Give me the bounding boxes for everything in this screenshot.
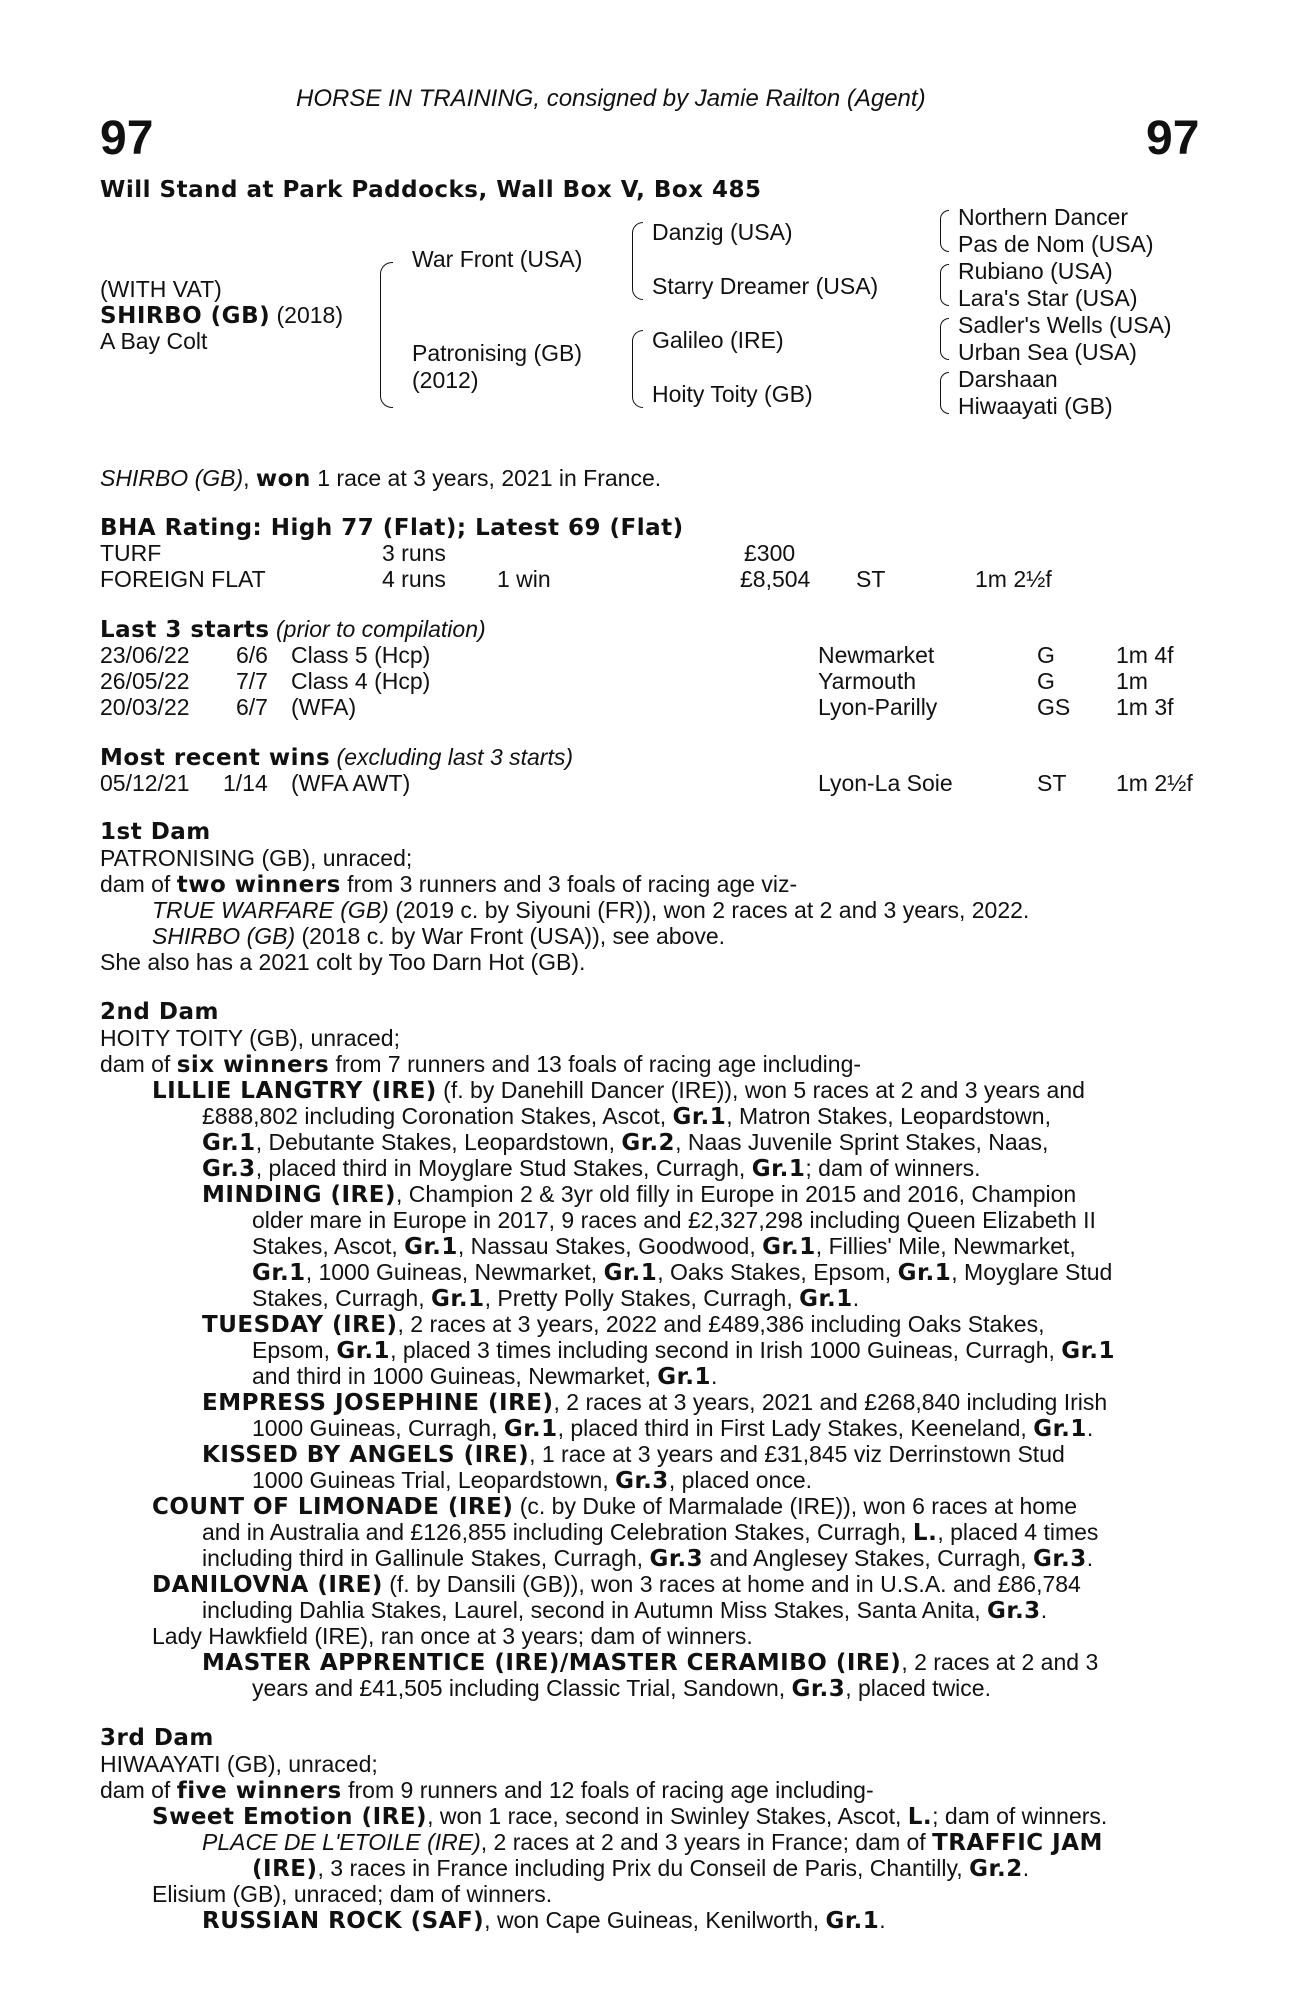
dam1-heading: 1st Dam <box>100 819 211 845</box>
dam2-name: HOITY TOITY (GB), unraced; <box>100 1025 400 1051</box>
text-segment: . <box>879 1907 886 1933</box>
win-course: Lyon-La Soie <box>818 770 953 796</box>
text-segment: Sweet Emotion (IRE) <box>152 1804 428 1830</box>
progeny-detail: (2019 c. by Siyouni (FR)), won 2 races at 2 and 3 years, 2022. <box>388 897 1030 923</box>
pedigree-g3-6: Urban Sea (USA) <box>958 339 1137 365</box>
pedigree-g2-4: Hoity Toity (GB) <box>652 381 813 407</box>
pedigree-g3-1: Northern Dancer <box>958 204 1129 230</box>
text-segment: from 9 runners and 12 foals of racing age including- <box>341 1777 874 1803</box>
summary-text: 1 race at 3 years, 2021 in France. <box>310 465 662 491</box>
text-segment: , Champion 2 & 3yr old filly in Europe in 2015 and 2016, Champion <box>395 1181 1077 1207</box>
progeny-name: SHIRBO (GB) <box>152 923 296 949</box>
progeny-detail: (2018 c. by War Front (USA)), see above. <box>295 923 726 949</box>
progeny-detail-line <box>252 1207 1096 1233</box>
win-distance: 1m 2½f <box>1116 770 1193 796</box>
text-segment: (c. by Duke of Marmalade (IRE)), won 6 races at home <box>513 1493 1078 1519</box>
text-segment: Stakes, Curragh, <box>252 1285 431 1311</box>
text-segment: , 1 race at 3 years and £31,845 viz Derrinstown Stud <box>529 1441 1065 1467</box>
win-position: 1/14 <box>223 770 268 796</box>
text-segment: RUSSIAN ROCK (SAF) <box>202 1908 485 1934</box>
pedigree-dam-year: (2012) <box>412 367 479 393</box>
text-segment: Gr.1 <box>1033 1416 1087 1442</box>
win-date: 05/12/21 <box>100 770 190 796</box>
text-segment: Gr.1 <box>672 1104 727 1130</box>
start-distance: 1m 4f <box>1116 642 1174 668</box>
text-segment: £888,802 including Coronation Stakes, Ascot, <box>202 1103 673 1129</box>
text-segment: 1000 Guineas, Curragh, <box>252 1415 504 1441</box>
text-segment: including third in Gallinule Stakes, Curragh, <box>202 1545 650 1571</box>
progeny-place-de-letoile <box>202 1829 1103 1856</box>
rating-runs: 4 runs <box>382 566 446 592</box>
text-segment: Gr.3 <box>202 1156 256 1182</box>
pedigree-g3-2: Pas de Nom (USA) <box>958 231 1154 257</box>
progeny-detail-line <box>202 1545 1093 1572</box>
progeny-lillie-langtry <box>152 1077 1085 1104</box>
rating-prize: £8,504 <box>740 566 811 592</box>
pedigree-brace <box>380 262 393 408</box>
progeny-detail-line <box>202 1103 1051 1130</box>
text-segment: Gr.1 <box>603 1260 658 1286</box>
text-segment: Gr.1 <box>799 1286 853 1312</box>
horse-year: (2018) <box>270 302 343 328</box>
horse-title <box>100 302 343 329</box>
text-segment: L. <box>912 1520 938 1546</box>
progeny-detail-line <box>252 1259 1112 1286</box>
text-segment: , placed third in First Lady Stakes, Keeneland, <box>557 1415 1034 1441</box>
pedigree-brace <box>632 330 643 408</box>
start-course: Newmarket <box>818 642 935 668</box>
text-segment: . <box>1040 1597 1048 1623</box>
text-segment: , 2 races at 2 and 3 <box>901 1649 1099 1675</box>
race-summary <box>100 465 661 492</box>
pedigree-brace <box>940 372 949 414</box>
text-segment: Gr.1 <box>336 1338 391 1364</box>
progeny-true-warfare <box>152 897 1029 923</box>
rating-row <box>0 566 1314 592</box>
text-segment: . <box>710 1363 718 1389</box>
pedigree-g2-1: Danzig (USA) <box>652 219 793 245</box>
text-segment: , 2 races at 3 years, 2022 and £489,386 including Oaks Stakes, <box>397 1311 1045 1337</box>
rating-wins: 1 win <box>497 566 551 592</box>
progeny-detail-line <box>252 1467 812 1494</box>
recent-wins-note: (excluding last 3 starts) <box>330 744 574 770</box>
start-distance: 1m 3f <box>1116 694 1174 720</box>
text-segment: , placed once. <box>668 1467 813 1493</box>
start-position: 7/7 <box>236 668 268 694</box>
progeny-empress-josephine <box>202 1389 1107 1416</box>
pedigree-g3-8: Hiwaayati (GB) <box>958 393 1113 419</box>
lot-number-right: 97 <box>1146 112 1200 165</box>
text: dam of <box>100 871 177 897</box>
text-segment: Gr.3 <box>615 1468 669 1494</box>
text-segment: , won Cape Guineas, Kenilworth, <box>484 1907 826 1933</box>
text: from 3 runners and 3 foals of racing age viz- <box>340 871 798 897</box>
text-segment: TUESDAY (IRE) <box>202 1312 398 1338</box>
rating-row <box>0 540 1314 566</box>
text-segment: COUNT OF LIMONADE (IRE) <box>152 1494 514 1520</box>
progeny-danilovna <box>152 1571 1081 1598</box>
text-segment: . <box>1022 1855 1030 1881</box>
dam2-produce-summary <box>100 1051 861 1078</box>
progeny-detail-line <box>202 1155 981 1182</box>
winner-count: two winners <box>176 872 341 898</box>
text-segment: Epsom, <box>252 1337 337 1363</box>
start-race: Class 4 (Hcp) <box>291 668 431 694</box>
text-segment: , 2 races at 3 years, 2021 and £268,840 including Irish <box>553 1389 1108 1415</box>
progeny-detail-line <box>202 1129 1048 1156</box>
last-starts-note: (prior to compilation) <box>269 616 486 642</box>
progeny-detail-line <box>202 1597 1047 1624</box>
pedigree-g2-3: Galileo (IRE) <box>652 327 784 353</box>
text-segment: dam of <box>100 1777 177 1803</box>
start-going: G <box>1037 642 1055 668</box>
text-segment: ; dam of winners. <box>805 1155 981 1181</box>
text-segment: KISSED BY ANGELS (IRE) <box>202 1442 530 1468</box>
text-segment: , placed 3 times including second in Irish 1000 Guineas, Curragh, <box>390 1337 1062 1363</box>
text-segment: , Oaks Stakes, Epsom, <box>657 1259 898 1285</box>
text-segment: Gr.1 <box>1061 1338 1115 1364</box>
progeny-kissed-by-angels <box>202 1441 1065 1468</box>
recent-win-row <box>0 770 1314 796</box>
text-segment: including Dahlia Stakes, Laurel, second in Autumn Miss Stakes, Santa Anita, <box>202 1597 987 1623</box>
text-segment: Gr.3 <box>987 1598 1041 1624</box>
text-segment: Gr.1 <box>430 1286 485 1312</box>
text-segment: and in Australia and £126,855 including Celebration Stakes, Curragh, <box>202 1519 913 1545</box>
text-segment: , Pretty Polly Stakes, Curragh, <box>484 1285 800 1311</box>
horse-name: SHIRBO (GB) <box>100 303 271 329</box>
recent-wins-heading <box>100 744 573 771</box>
text-segment: , placed twice. <box>845 1675 991 1701</box>
progeny-detail-line <box>252 1363 717 1390</box>
dam1-name: PATRONISING (GB), unraced; <box>100 845 413 871</box>
text-segment: . <box>1086 1415 1094 1441</box>
start-row <box>0 668 1314 694</box>
progeny-lady-hawkfield: Lady Hawkfield (IRE), ran once at 3 years; dam of winners. <box>152 1623 753 1649</box>
start-race: (WFA) <box>291 694 357 720</box>
dam1-produce-summary <box>100 871 797 898</box>
text-segment: , placed third in Moyglare Stud Stakes, Curragh, <box>255 1155 752 1181</box>
text-segment: Gr.1 <box>252 1260 306 1286</box>
text-segment: , won 1 race, second in Swinley Stakes, Ascot, <box>427 1803 908 1829</box>
progeny-detail-line <box>202 1519 1098 1546</box>
rating-surface: TURF <box>100 540 162 566</box>
pedigree-sire: War Front (USA) <box>412 246 583 272</box>
text-segment: Gr.1 <box>404 1234 458 1260</box>
text-segment: , Fillies' Mile, Newmarket, <box>815 1233 1076 1259</box>
text-segment: , 1000 Guineas, Newmarket, <box>305 1259 604 1285</box>
dam3-heading: 3rd Dam <box>100 1725 214 1751</box>
text-segment: Gr.3 <box>791 1676 846 1702</box>
text-segment: Gr.1 <box>751 1156 806 1182</box>
pedigree-brace <box>940 264 949 306</box>
progeny-minding <box>202 1181 1076 1208</box>
start-course: Yarmouth <box>818 668 917 694</box>
win-going: ST <box>1037 770 1067 796</box>
horse-description: A Bay Colt <box>100 328 208 354</box>
last-starts-heading <box>100 616 486 643</box>
pedigree-g3-5: Sadler's Wells (USA) <box>958 312 1172 338</box>
start-going: G <box>1037 668 1055 694</box>
text-segment: Gr.2 <box>621 1130 676 1156</box>
text-segment: MINDING (IRE) <box>202 1182 396 1208</box>
recent-wins-title: Most recent wins <box>100 745 331 771</box>
progeny-detail-line <box>252 1415 1093 1442</box>
winner-count: six winners <box>176 1052 330 1078</box>
progeny-shirbo <box>152 923 725 949</box>
progeny-name: TRUE WARFARE (GB) <box>152 897 389 923</box>
text-segment: 1000 Guineas Trial, Leopardstown, <box>252 1467 616 1493</box>
text-segment: Stakes, Ascot, <box>252 1233 405 1259</box>
text-segment: , 3 races in France including Prix du Conseil de Paris, Chantilly, <box>317 1855 970 1881</box>
text-segment: , Nassau Stakes, Goodwood, <box>457 1233 763 1259</box>
rating-runs: 3 runs <box>382 540 446 566</box>
progeny-detail-line <box>252 1285 859 1312</box>
progeny-elisium: Elisium (GB), unraced; dam of winners. <box>152 1881 553 1907</box>
text-segment: (IRE) <box>252 1856 318 1882</box>
progeny-name: LILLIE LANGTRY (IRE) <box>152 1078 437 1104</box>
text: dam of <box>100 1051 177 1077</box>
rating-surface: FOREIGN FLAT <box>100 566 266 592</box>
text-segment: older mare in Europe in 2017, 9 races and £2,327,298 including Queen Elizabeth II <box>252 1207 1096 1233</box>
text-segment: Gr.2 <box>969 1856 1023 1882</box>
text-segment: , Matron Stakes, Leopardstown, <box>726 1103 1051 1129</box>
text-segment: (f. by Dansili (GB)), won 3 races at home and in U.S.A. and £86,784 <box>382 1571 1081 1597</box>
pedigree-brace <box>940 318 949 360</box>
lot-number-left: 97 <box>100 112 154 165</box>
text-segment: TRAFFIC JAM <box>932 1830 1103 1856</box>
start-position: 6/7 <box>236 694 268 720</box>
text-segment: PLACE DE L'ETOILE (IRE) <box>202 1829 481 1855</box>
text-segment: . <box>1086 1545 1094 1571</box>
progeny-detail-line <box>252 1675 991 1702</box>
text-segment: Gr.1 <box>762 1234 816 1260</box>
text-segment: Gr.3 <box>649 1546 704 1572</box>
text-segment: , Debutante Stakes, Leopardstown, <box>255 1129 622 1155</box>
summary-won: won <box>255 466 311 492</box>
text-segment: five winners <box>176 1778 342 1804</box>
text: (f. by Danehill Dancer (IRE)), won 5 races at 2 and 3 years and <box>436 1077 1085 1103</box>
rating-prize: £300 <box>744 540 796 566</box>
text-segment: and third in 1000 Guineas, Newmarket, <box>252 1363 658 1389</box>
rating-going: ST <box>856 566 886 592</box>
pedigree-brace <box>940 210 949 252</box>
dam2-heading: 2nd Dam <box>100 999 219 1025</box>
progeny-detail-line <box>252 1233 1076 1260</box>
text-segment: ; dam of winners. <box>932 1803 1108 1829</box>
page-header-title: HORSE IN TRAINING, consigned by Jamie Railton (Agent) <box>296 85 926 112</box>
start-row <box>0 694 1314 720</box>
rating-distance: 1m 2½f <box>975 566 1052 592</box>
pedigree-dam: Patronising (GB) <box>412 340 583 366</box>
text-segment: , Naas Juvenile Sprint Stakes, Naas, <box>675 1129 1049 1155</box>
text-segment: Gr.3 <box>1033 1546 1087 1572</box>
text-segment: Gr.1 <box>202 1130 256 1156</box>
start-date: 23/06/22 <box>100 642 190 668</box>
start-row <box>0 642 1314 668</box>
progeny-count-of-limonade <box>152 1493 1077 1520</box>
progeny-master-apprentice <box>202 1649 1098 1676</box>
progeny-sweet-emotion <box>152 1803 1107 1830</box>
start-position: 6/6 <box>236 642 268 668</box>
text-segment: Gr.1 <box>897 1260 952 1286</box>
text-segment: Gr.1 <box>825 1908 880 1934</box>
start-race: Class 5 (Hcp) <box>291 642 431 668</box>
rating-heading: BHA Rating: High 77 (Flat); Latest 69 (Flat) <box>100 515 684 541</box>
pedigree-brace <box>632 222 643 300</box>
progeny-detail-line <box>252 1337 1115 1364</box>
text-segment: , Moyglare Stud <box>951 1259 1113 1285</box>
text-segment: MASTER APPRENTICE (IRE)/MASTER CERAMIBO (IRE) <box>202 1650 902 1676</box>
text-segment: Gr.1 <box>503 1416 558 1442</box>
text-segment: , 2 races at 2 and 3 years in France; dam of <box>480 1829 933 1855</box>
text-segment: years and £41,505 including Classic Trial, Sandown, <box>252 1675 792 1701</box>
summary-separator: , <box>243 465 256 491</box>
progeny-russian-rock <box>202 1907 886 1934</box>
pedigree-g2-2: Starry Dreamer (USA) <box>652 273 879 299</box>
vat-note: (WITH VAT) <box>100 276 222 302</box>
summary-horse-name: SHIRBO (GB) <box>100 465 244 491</box>
dam3-produce-summary <box>100 1777 874 1804</box>
start-course: Lyon-Parilly <box>818 694 938 720</box>
text-segment: . <box>852 1285 860 1311</box>
text-segment: and Anglesey Stakes, Curragh, <box>703 1545 1034 1571</box>
text-segment: Gr.1 <box>657 1364 711 1390</box>
dam3-name: HIWAAYATI (GB), unraced; <box>100 1751 378 1777</box>
text-segment: EMPRESS JOSEPHINE (IRE) <box>202 1390 554 1416</box>
pedigree-g3-3: Rubiano (USA) <box>958 258 1113 284</box>
text-segment: L. <box>907 1804 933 1830</box>
start-distance: 1m <box>1116 668 1148 694</box>
progeny-detail-line <box>252 1855 1029 1882</box>
win-race: (WFA AWT) <box>291 770 411 796</box>
last-starts-title: Last 3 starts <box>100 617 270 643</box>
start-date: 26/05/22 <box>100 668 190 694</box>
progeny-tuesday <box>202 1311 1044 1338</box>
text-segment: DANILOVNA (IRE) <box>152 1572 383 1598</box>
pedigree-g3-7: Darshaan <box>958 366 1058 392</box>
text-segment: , placed 4 times <box>937 1519 1099 1545</box>
pedigree-g3-4: Lara's Star (USA) <box>958 285 1138 311</box>
stand-location: Will Stand at Park Paddocks, Wall Box V, Box 485 <box>100 177 762 203</box>
start-going: GS <box>1037 694 1071 720</box>
start-date: 20/03/22 <box>100 694 190 720</box>
dam1-note: She also has a 2021 colt by Too Darn Hot (GB). <box>100 949 586 975</box>
text: from 7 runners and 13 foals of racing age including- <box>329 1051 862 1077</box>
